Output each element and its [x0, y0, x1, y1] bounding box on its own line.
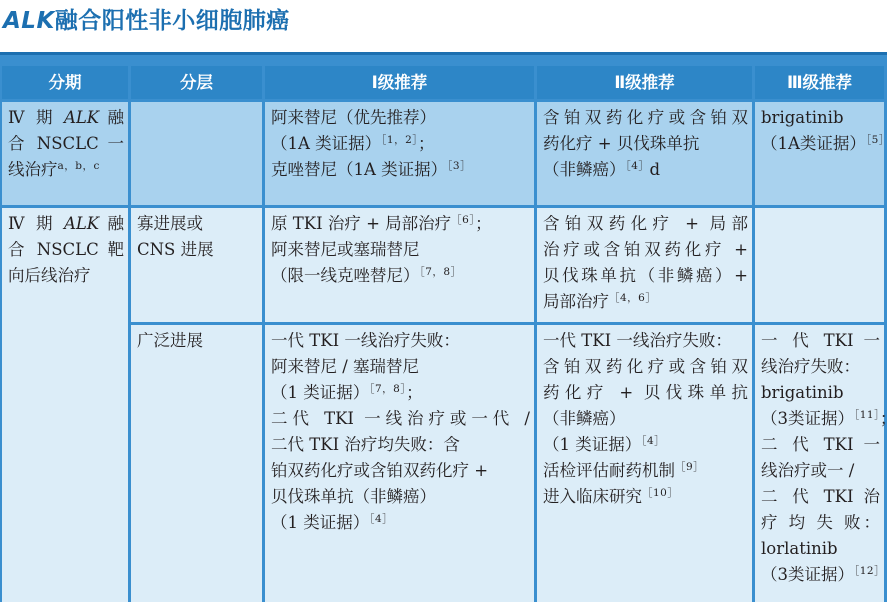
row2b-grade1-line8: （1 类证据）$^{[4]}$: [271, 513, 394, 532]
row2a-grade1-line3: （限一线克唑替尼）$^{[7,8]}$: [271, 266, 462, 285]
row2b-grade1-line7: 贝伐珠单抗（非鳞癌）: [271, 487, 436, 506]
row1-grade3-line2: （1A类证据）$^{[5]}$: [761, 134, 890, 153]
title-gene: ALK: [3, 8, 55, 34]
row2-stage: [2, 208, 128, 602]
row1-grade2-line3: （非鳞癌）$^{[4]}$d: [543, 160, 660, 179]
row1-grade3-line1: brigatinib: [761, 108, 844, 127]
row2-stage-line2: 合 NSCLC 靶: [8, 240, 124, 259]
row2b-grade3-line7: 二 代 TKI 治: [761, 487, 880, 506]
row1-grade2-line1: 含铂双药化疗或含铂双: [543, 108, 748, 127]
row2a-grade3: [755, 208, 884, 322]
row2b-grade2-line6: 活检评估耐药机制$^{[9]}$: [543, 461, 705, 480]
row2a-grade2-line4: 局部治疗$^{[4,6]}$: [543, 292, 657, 311]
row1-stage: [2, 102, 128, 205]
row1-grade1-line2: （1A 类证据）$^{[1,2]}$；: [271, 134, 435, 153]
title-text: 融合阳性非小细胞肺癌: [54, 8, 290, 34]
row2b-grade3-line8: 疗 均 失 败：: [761, 513, 880, 532]
row2b-grade3-line4: （3类证据）$^{[11]}$；: [761, 409, 896, 428]
row2b-grade1-line3: （1 类证据）$^{[7,8]}$；: [271, 383, 423, 402]
row2b-grade1-line2: 阿来替尼 / 塞瑞替尼: [271, 357, 420, 376]
row2b-grade3-line2: 线治疗失败：: [761, 357, 860, 376]
row2a-grade1-line2: 阿来替尼或塞瑞替尼: [271, 240, 420, 259]
row2b-grade2-line3: 药化疗 + 贝伐珠单抗: [543, 383, 748, 402]
row1-grade2: [537, 102, 752, 205]
recommendation-table: [0, 55, 896, 602]
row2-stage-line3: 向后线治疗: [8, 266, 91, 285]
row2a-grade1-line1: 原 TKI 治疗 + 局部治疗$^{[6]}$；: [271, 214, 492, 233]
row2b-grade2-line1: 一代 TKI 一线治疗失败：: [543, 331, 732, 350]
row1-stage-line2: 合 NSCLC 一: [8, 134, 124, 153]
row1-grade1: [265, 102, 534, 205]
header-grade2: Ⅱ级推荐: [537, 66, 752, 99]
row2a-layer-line1: 寡进展或: [137, 214, 203, 233]
page-title: [3, 2, 290, 35]
row2b-grade3-line10: （3类证据）$^{[12]}$: [761, 565, 886, 584]
row2a-grade2: [537, 208, 752, 322]
row2a-grade2-line3: 贝伐珠单抗（非鳞癌）+: [543, 266, 748, 285]
row2b-grade2-line5: （1 类证据）$^{[4]}$: [543, 435, 666, 454]
row2b-grade3-line5: 二 代 TKI 一: [761, 435, 880, 454]
row2b-grade1-line1: 一代 TKI 一线治疗失败：: [271, 331, 460, 350]
row2a-layer: [131, 208, 262, 322]
row1-grade3: [755, 102, 890, 205]
row1-stage-line3: 线治疗$^{a,b,c}$: [8, 160, 100, 179]
row2b-grade2-line4: （非鳞癌）: [543, 409, 626, 428]
row1-grade1-line1: 阿来替尼（优先推荐）: [271, 108, 436, 127]
header-grade3: Ⅲ级推荐: [755, 66, 884, 99]
row1-grade1-line3: 克唑替尼（1A 类证据）$^{[3]}$: [271, 160, 472, 179]
header-grade1: Ⅰ级推荐: [265, 66, 534, 99]
row2a-grade2-line2: 治疗或含铂双药化疗 +: [543, 240, 748, 259]
row2b-grade3-line6: 线治疗或一 /: [761, 461, 855, 480]
row2b-grade3-line1: 一 代 TKI 一: [761, 331, 880, 350]
header-stage: 分期: [2, 66, 128, 99]
row2b-grade2-line7: 进入临床研究$^{[10]}$: [543, 487, 679, 506]
header-layer: 分层: [131, 66, 262, 99]
row1-stage-line1: Ⅳ 期 ALK 融: [8, 108, 124, 127]
row1-grade2-line2: 药化疗 + 贝伐珠单抗: [543, 134, 700, 153]
row2b-layer-line1: 广泛进展: [137, 331, 203, 350]
row2b-grade1: [265, 325, 534, 602]
row2b-grade1-line5: 二代 TKI 治疗均失败：含: [271, 435, 460, 454]
row2b-grade1-line4: 二代 TKI 一线治疗或一代 /: [271, 409, 530, 428]
row2-stage-line1: Ⅳ 期 ALK 融: [8, 214, 124, 233]
row2b-grade3-line9: lorlatinib: [761, 539, 838, 558]
row1-layer: [131, 102, 262, 205]
row2a-grade1: [265, 208, 534, 322]
row2b-grade2: [537, 325, 752, 602]
row2b-grade3-line3: brigatinib: [761, 383, 844, 402]
row2a-grade2-line1: 含铂双药化疗 + 局部: [543, 214, 748, 233]
row2b-grade2-line2: 含铂双药化疗或含铂双: [543, 357, 748, 376]
row2b-grade3: [755, 325, 896, 602]
row2b-layer: [131, 325, 262, 602]
row2a-layer-line2: CNS 进展: [137, 240, 214, 259]
row2b-grade1-line6: 铂双药化疗或含铂双药化疗 +: [271, 461, 489, 480]
